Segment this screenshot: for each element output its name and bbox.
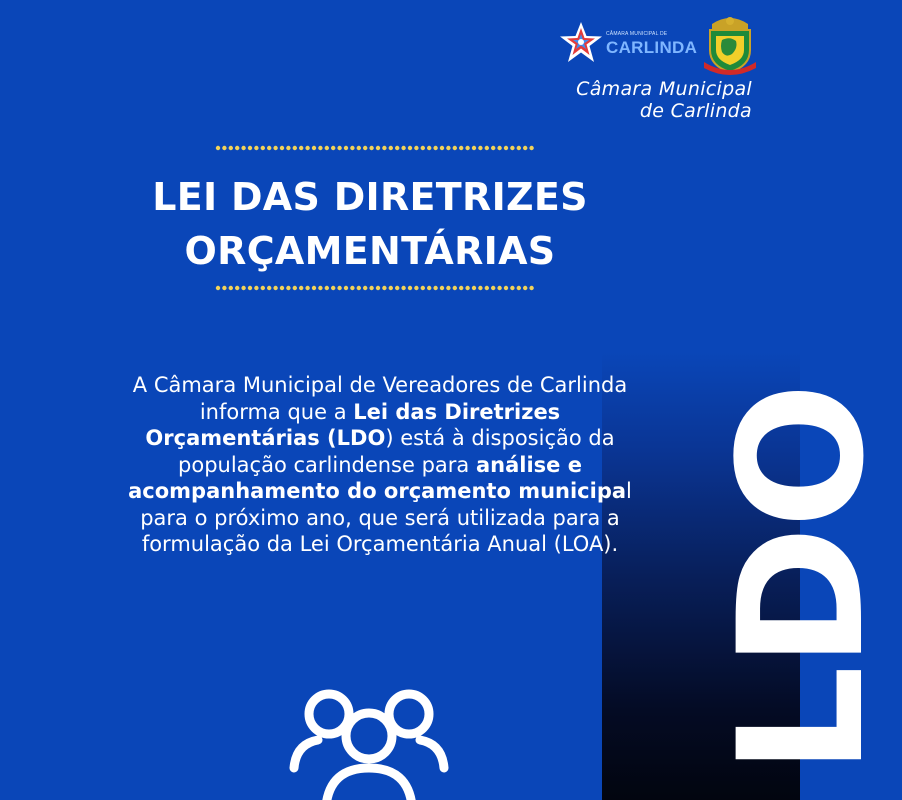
divider-dot	[485, 286, 489, 290]
announcement-text	[120, 372, 640, 558]
divider-dot	[273, 286, 277, 290]
divider-dot	[446, 146, 450, 150]
divider-dot	[523, 286, 527, 290]
header-logos	[556, 14, 756, 76]
divider-dot	[408, 146, 412, 150]
carlinda-logo	[558, 20, 698, 70]
divider-dot	[459, 146, 463, 150]
divider-dot	[453, 286, 457, 290]
divider-dot	[497, 146, 501, 150]
divider-dot	[344, 146, 348, 150]
divider-dot	[357, 146, 361, 150]
divider-dot	[337, 146, 341, 150]
divider-dot	[478, 146, 482, 150]
divider-dot	[517, 286, 521, 290]
divider-dot	[235, 286, 239, 290]
divider-dot	[427, 146, 431, 150]
divider-dot	[376, 286, 380, 290]
divider-dot	[293, 286, 297, 290]
divider-dot	[414, 146, 418, 150]
divider-dot	[325, 286, 329, 290]
divider-dot	[369, 286, 373, 290]
body-bold-analysis: análise e acompanhamento do orçamento municipa	[128, 452, 627, 503]
divider-dot	[485, 146, 489, 150]
divider-dot	[389, 286, 393, 290]
divider-dot	[337, 286, 341, 290]
divider-dot	[312, 286, 316, 290]
divider-dot	[421, 286, 425, 290]
logo-small-text: CÂMARA MUNICIPAL DE	[606, 31, 668, 37]
divider-dot	[222, 286, 226, 290]
divider-dot	[504, 146, 508, 150]
divider-dot	[369, 146, 373, 150]
divider-dot	[331, 146, 335, 150]
divider-dot	[273, 146, 277, 150]
divider-dot	[491, 146, 495, 150]
divider-dot	[229, 146, 233, 150]
divider-dot	[465, 286, 469, 290]
divider-dot	[376, 146, 380, 150]
divider-dot	[299, 286, 303, 290]
divider-dot	[325, 146, 329, 150]
divider-dot	[229, 286, 233, 290]
divider-dot	[254, 286, 258, 290]
organization-name-line1: Câmara Municipal	[576, 78, 752, 100]
body-text-part2: ) está à disposição da população carlindense para	[178, 426, 615, 477]
divider-dot	[523, 146, 527, 150]
divider-dot	[363, 146, 367, 150]
divider-dot	[504, 286, 508, 290]
divider-dot	[350, 146, 354, 150]
divider-dot	[433, 286, 437, 290]
organization-name-line2: de Carlinda	[639, 100, 752, 122]
divider-dot	[491, 286, 495, 290]
divider-dot	[472, 146, 476, 150]
divider-dot	[305, 146, 309, 150]
divider-dot	[529, 286, 533, 290]
divider-dot	[446, 286, 450, 290]
divider-dot	[299, 146, 303, 150]
organization-name	[576, 78, 752, 122]
divider-dot	[382, 146, 386, 150]
divider-dot	[395, 146, 399, 150]
divider-dot	[216, 286, 220, 290]
divider-dot	[241, 146, 245, 150]
municipal-crest-icon	[702, 14, 758, 76]
divider-dot	[222, 146, 226, 150]
title-line1: LEI DAS DIRETRIZES	[152, 175, 588, 219]
divider-dot	[248, 146, 252, 150]
divider-dot	[510, 146, 514, 150]
divider-dot	[261, 286, 265, 290]
divider-dot	[305, 286, 309, 290]
page-title	[100, 170, 640, 278]
divider-dot	[254, 146, 258, 150]
dotted-divider-top	[215, 144, 537, 152]
divider-dot	[478, 286, 482, 290]
divider-dot	[465, 146, 469, 150]
divider-dot	[401, 286, 405, 290]
divider-dot	[318, 146, 322, 150]
divider-dot	[408, 286, 412, 290]
divider-dot	[497, 286, 501, 290]
logo-big-text: CARLINDA	[606, 38, 698, 57]
divider-dot	[529, 146, 533, 150]
star-logo-icon	[558, 20, 604, 64]
divider-dot	[421, 146, 425, 150]
divider-dot	[350, 286, 354, 290]
title-line2: ORÇAMENTÁRIAS	[184, 229, 556, 273]
body-text-part1: A Câmara Municipal de Vereadores de Carlinda informa que a	[132, 373, 628, 424]
divider-dot	[401, 146, 405, 150]
divider-dot	[427, 286, 431, 290]
people-group-icon	[288, 684, 450, 800]
divider-dot	[357, 286, 361, 290]
divider-dot	[235, 146, 239, 150]
divider-dot	[363, 286, 367, 290]
divider-dot	[267, 286, 271, 290]
divider-dot	[459, 286, 463, 290]
divider-dot	[293, 146, 297, 150]
divider-dot	[414, 286, 418, 290]
divider-dot	[510, 286, 514, 290]
divider-dot	[241, 286, 245, 290]
divider-dot	[286, 286, 290, 290]
divider-dot	[453, 146, 457, 150]
divider-dot	[433, 146, 437, 150]
divider-dot	[440, 146, 444, 150]
body-bold-ldo: Lei das Diretrizes Orçamentárias (LDO	[145, 399, 561, 450]
divider-dot	[517, 146, 521, 150]
ldo-vertical-label: LDO	[701, 385, 902, 775]
divider-dot	[267, 146, 271, 150]
divider-dot	[389, 146, 393, 150]
divider-dot	[395, 286, 399, 290]
divider-dot	[318, 286, 322, 290]
dotted-divider-bottom	[215, 284, 537, 292]
divider-dot	[344, 286, 348, 290]
divider-dot	[261, 146, 265, 150]
divider-dot	[440, 286, 444, 290]
divider-dot	[216, 146, 220, 150]
divider-dot	[280, 286, 284, 290]
divider-dot	[472, 286, 476, 290]
divider-dot	[280, 146, 284, 150]
divider-dot	[312, 146, 316, 150]
divider-dot	[331, 286, 335, 290]
divider-dot	[248, 286, 252, 290]
divider-dot	[382, 286, 386, 290]
body-text-part3: l para o próximo ano, que será utilizada para a formulação da Lei Orçamentária Anual (LOA).	[140, 479, 632, 556]
divider-dot	[286, 146, 290, 150]
